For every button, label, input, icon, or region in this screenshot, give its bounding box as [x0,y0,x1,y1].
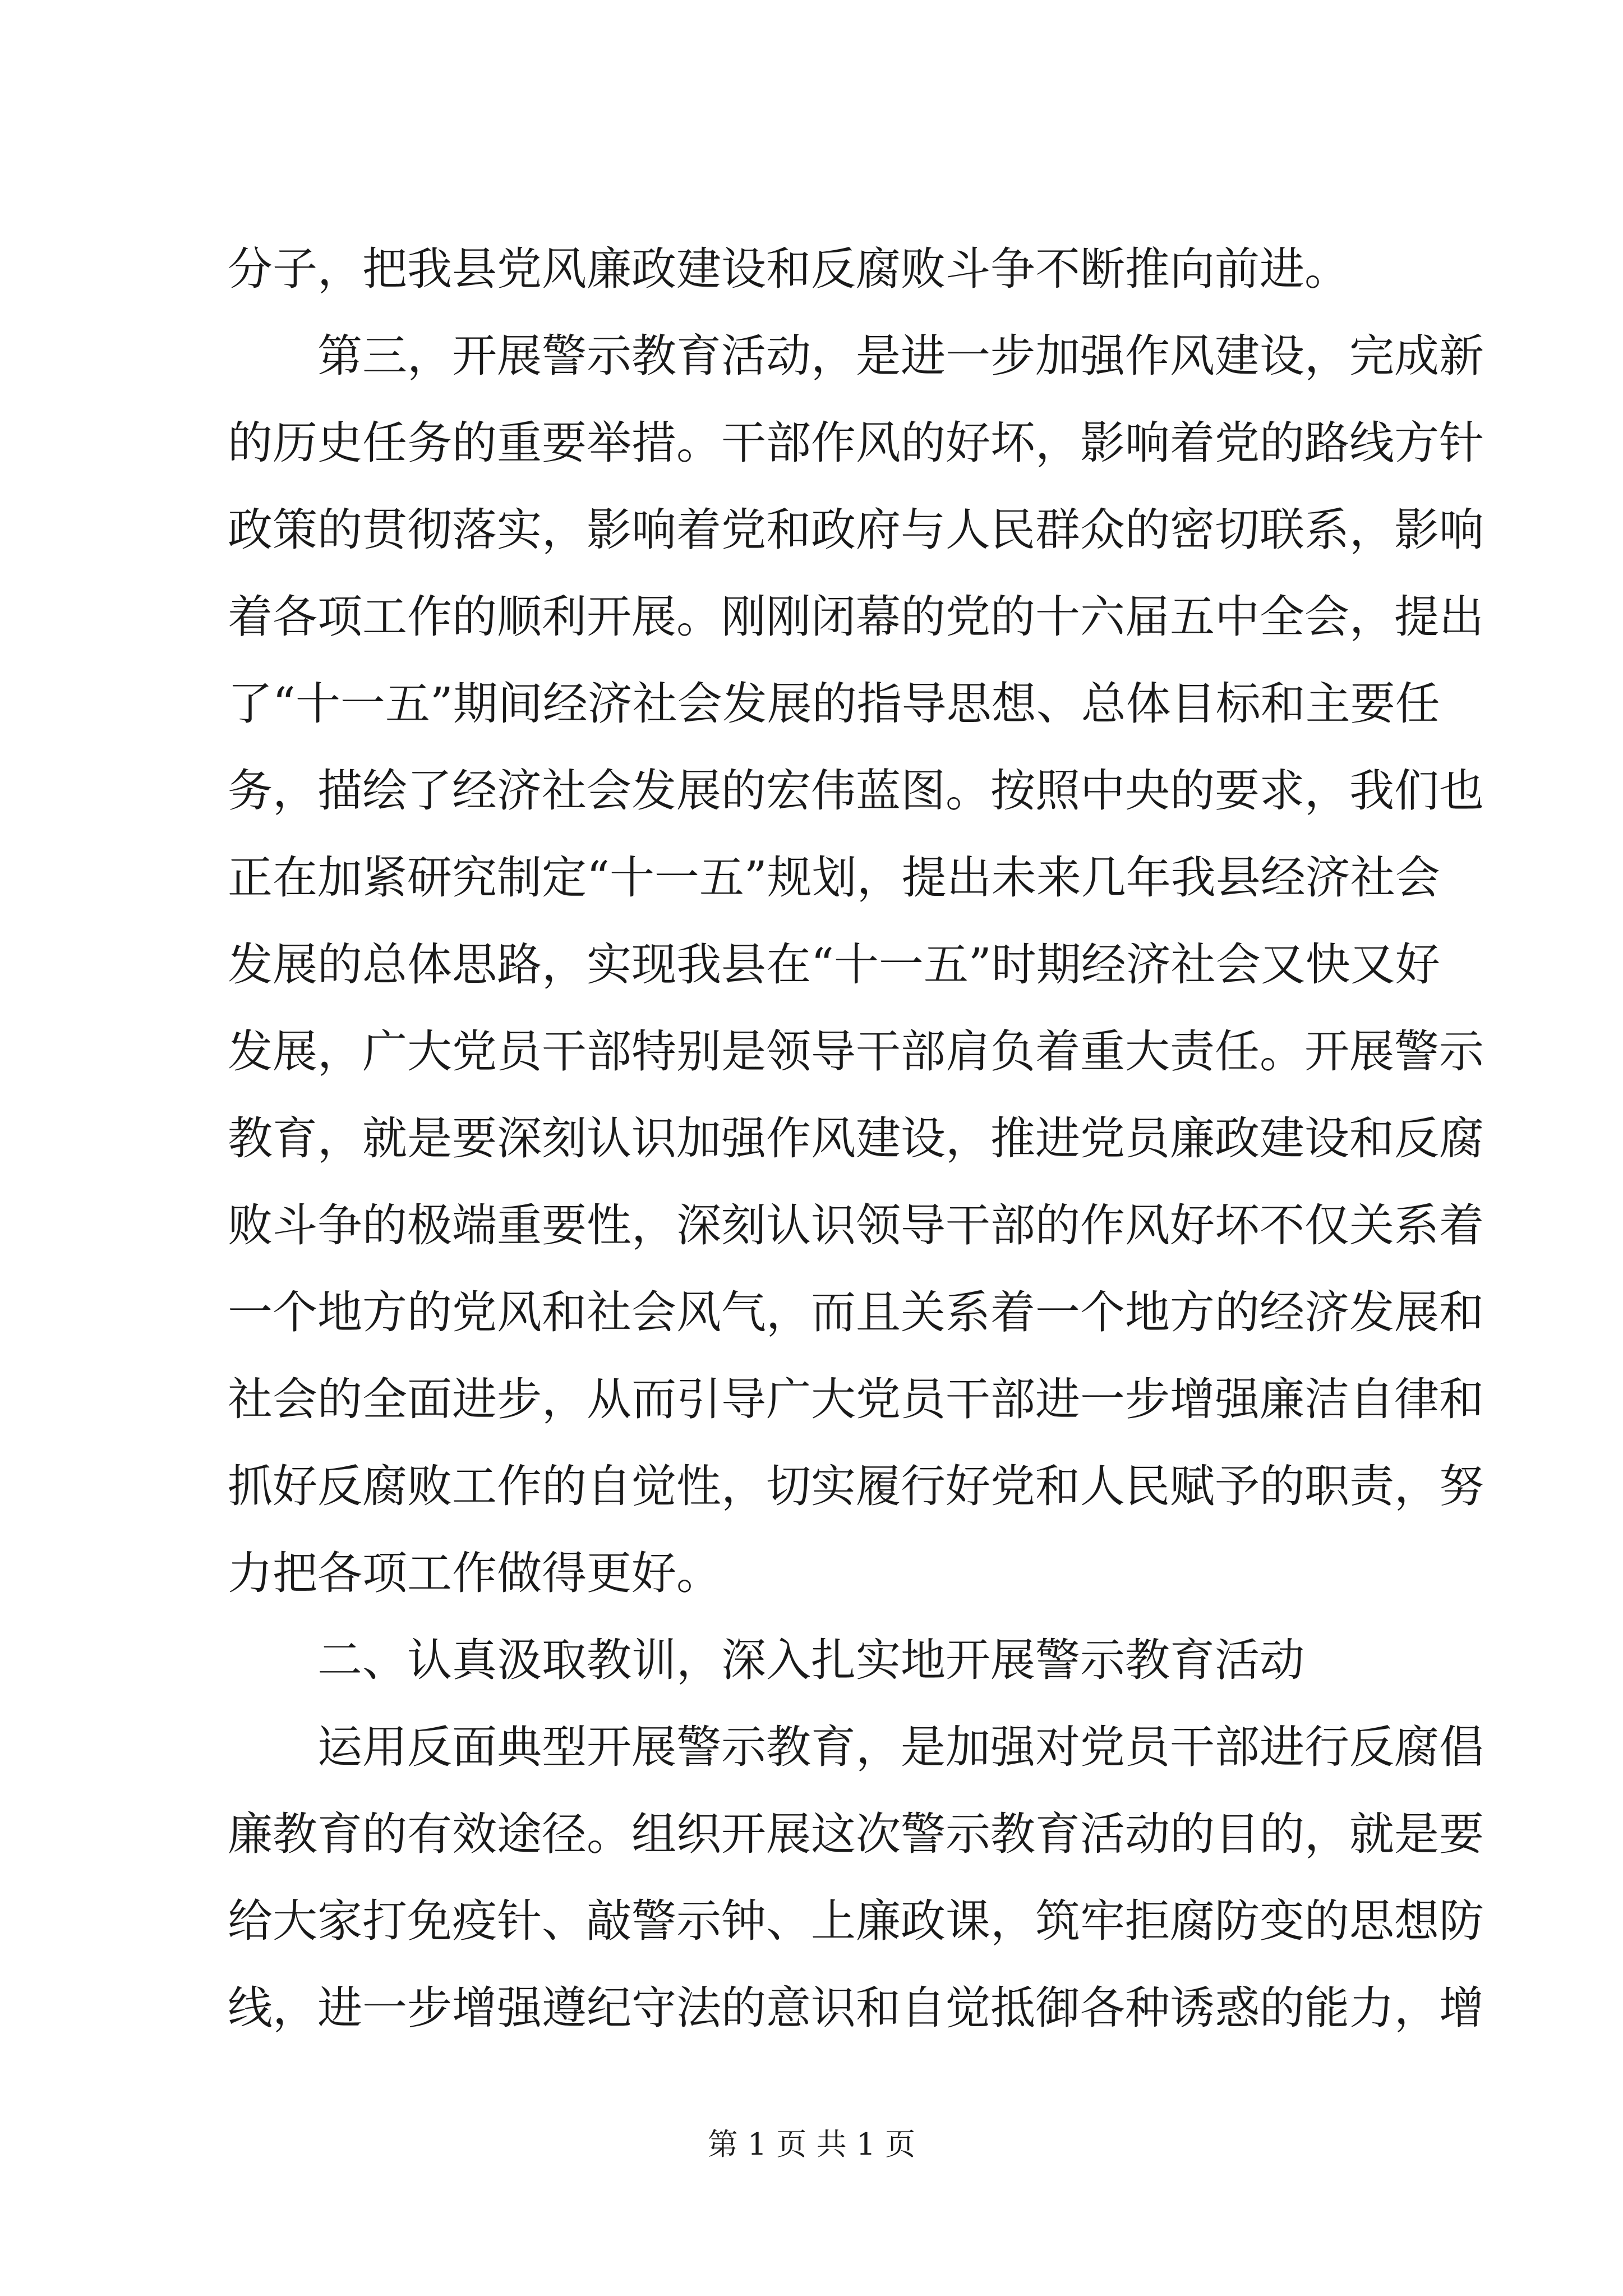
text-line: 第三，开展警示教育活动，是进一步加强作风建设，完成新 [317,330,1484,382]
page-indicator: 第 1 页 共 1 页 [707,2127,916,2162]
section-heading: 二、认真汲取教训，深入扎实地开展警示教育活动 [317,1634,1304,1686]
text-line: 线，进一步增强遵纪守法的意识和自觉抵御各种诱惑的能力，增 [228,1982,1484,2034]
text-line: 发展，广大党员干部特别是领导干部肩负着重大责任。开展警示 [228,1025,1484,1078]
document-body [228,226,1484,2051]
text-line: 给大家打免疫针、敲警示钟、上廉政课，筑牢拒腐防变的思想防 [228,1895,1484,1947]
text-line: 务，描绘了经济社会发展的宏伟蓝图。按照中央的要求，我们也 [228,765,1484,817]
text-line: 抓好反腐败工作的自觉性，切实履行好党和人民赋予的职责，努 [228,1460,1484,1512]
text-line: 力把各项工作做得更好。 [228,1547,721,1599]
text-line: 了“十一五”期间经济社会发展的指导思想、总体目标和主要任 [228,678,1440,730]
text-line: 政策的贯彻落实，影响着党和政府与人民群众的密切联系，影响 [228,504,1484,556]
text-line: 败斗争的极端重要性，深刻认识领导干部的作风好坏不仅关系着 [228,1199,1484,1251]
text-line: 正在加紧研究制定“十一五”规划，提出未来几年我县经济社会 [228,852,1440,904]
text-line: 发展的总体思路，实现我县在“十一五”时期经济社会又快又好 [228,938,1440,991]
text-line: 着各项工作的顺利开展。刚刚闭幕的党的十六届五中全会，提出 [228,591,1484,643]
text-line: 的历史任务的重要举措。干部作风的好坏，影响着党的路线方针 [228,417,1484,469]
text-line: 一个地方的党风和社会风气，而且关系着一个地方的经济发展和 [228,1286,1484,1338]
text-line: 社会的全面进步，从而引导广大党员干部进一步增强廉洁自律和 [228,1373,1484,1425]
page-footer [0,2120,1623,2164]
text-line: 教育，就是要深刻认识加强作风建设，推进党员廉政建设和反腐 [228,1112,1484,1165]
text-line: 廉教育的有效途径。组织开展这次警示教育活动的目的，就是要 [228,1808,1484,1860]
text-line: 运用反面典型开展警示教育，是加强对党员干部进行反腐倡 [317,1721,1484,1773]
text-line: 分子，把我县党风廉政建设和反腐败斗争不断推向前进。 [228,243,1349,295]
